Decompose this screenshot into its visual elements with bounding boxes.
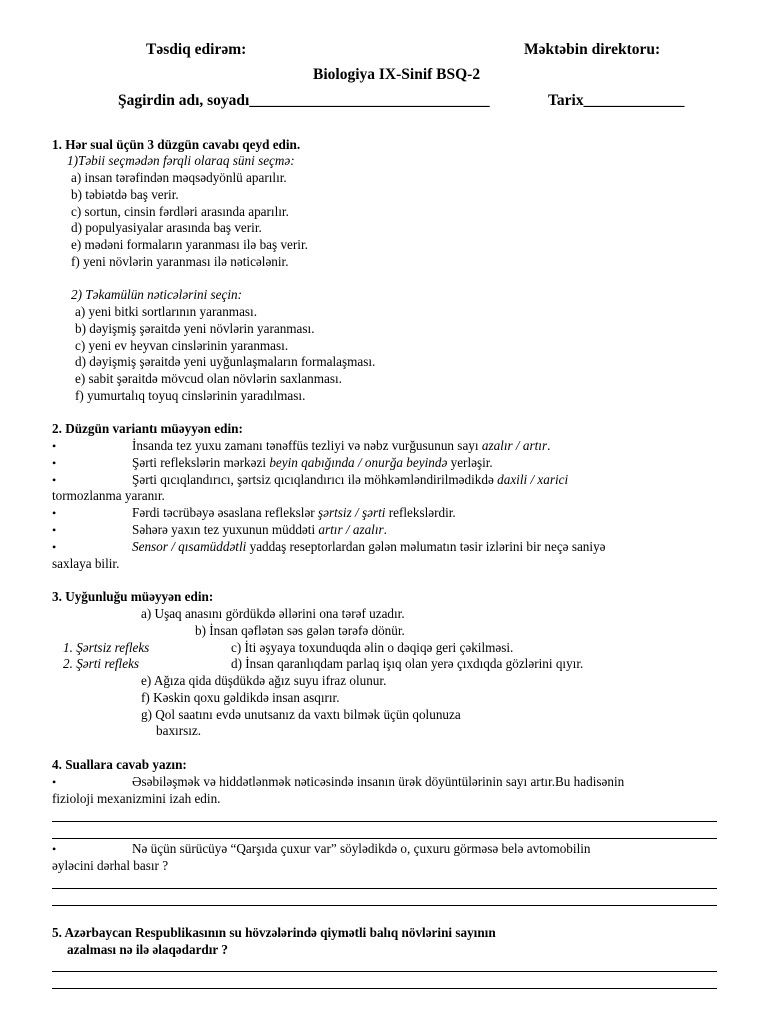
bullet-icon: • bbox=[52, 456, 57, 470]
answer-line[interactable] bbox=[52, 821, 717, 822]
answer-line[interactable] bbox=[52, 971, 717, 972]
q3-option-g-cont: baxırsız. bbox=[156, 723, 202, 738]
director-label: Məktəbin direktoru: bbox=[524, 41, 661, 58]
q1-p2-option-f: f) yumurtalıq toyuq cinslərinin yaradılması. bbox=[75, 388, 306, 403]
page-title: Biologiya IX-Sinif BSQ-2 bbox=[313, 66, 481, 83]
q3-option-b: b) İnsan qəflətən səs gələn tərəfə dönür. bbox=[195, 623, 405, 638]
q1-p2-option-e: e) sabit şəraitdə mövcud olan növlərin saxlanması. bbox=[75, 371, 342, 386]
q3-option-f: f) Kəskin qoxu gəldikdə insan asqırır. bbox=[141, 690, 340, 705]
q1-p1-option-d: d) populyasiyalar arasında baş verir. bbox=[71, 220, 262, 235]
q2-item-3: Şərti qıcıqlandırıcı, şərtsiz qıcıqlandırıcı ilə möhkəmləndirilmədikdə daxili / xarici bbox=[132, 472, 569, 487]
q4-sub-2-cont: əyləcini dərhal basır ? bbox=[52, 858, 169, 873]
q4-sub-1-cont: fizioloji mexanizmini izah edin. bbox=[52, 791, 221, 806]
q5-title: 5. Azərbaycan Respublikasının su hövzələrində qiymətli balıq növlərini sayının bbox=[52, 925, 496, 940]
student-name-field[interactable]: Şagirdin adı, soyadı_______________________________ bbox=[118, 92, 490, 109]
answer-line[interactable] bbox=[52, 838, 717, 839]
q5-title-cont: azalması nə ilə əlaqədardır ? bbox=[67, 942, 228, 957]
q2-item-2-choice[interactable]: beyin qabığında / onurğa beyində bbox=[269, 455, 448, 470]
bullet-icon: • bbox=[52, 506, 57, 520]
q2-item-3-cont: tormozlanma yaranır. bbox=[52, 488, 165, 503]
q3-left-1: 1. Şərtsiz refleks bbox=[63, 640, 150, 655]
bullet-icon: • bbox=[52, 473, 57, 487]
q4-sub-2: Nə üçün sürücüyə “Qarşıda çuxur var” söylədikdə o, çuxuru görməsə belə avtomobilin bbox=[132, 841, 591, 856]
q1-p1-option-c: c) sortun, cinsin fərdləri arasında aparılır. bbox=[71, 204, 289, 219]
q2-item-5-choice[interactable]: artır / azalır bbox=[318, 522, 384, 537]
q1-p1-question: 1)Təbii seçmədən fərqli olaraq süni seçmə: bbox=[67, 153, 295, 168]
q2-item-4-choice[interactable]: şərtsiz / şərti bbox=[318, 505, 386, 520]
answer-line[interactable] bbox=[52, 888, 717, 889]
q2-item-6-cont: saxlaya bilir. bbox=[52, 556, 120, 571]
bullet-icon: • bbox=[52, 842, 57, 856]
q3-option-d: d) İnsan qaranlıqdam parlaq işıq olan yerə çıxdıqda gözlərini qıyır. bbox=[231, 656, 584, 671]
bullet-icon: • bbox=[52, 523, 57, 537]
bullet-icon: • bbox=[52, 540, 57, 554]
bullet-icon: • bbox=[52, 775, 57, 789]
q1-p1-option-b: b) təbiətdə baş verir. bbox=[71, 187, 179, 202]
q3-option-a: a) Uşaq anasını gördükdə əllərini ona tərəf uzadır. bbox=[141, 606, 405, 621]
bullet-icon: • bbox=[52, 439, 57, 453]
q4-sub-1: Əsəbiləşmək və hiddətlənmək nəticəsində insanın ürək döyüntülərinin sayı artır.Bu hadisənin bbox=[132, 774, 625, 789]
answer-line[interactable] bbox=[52, 905, 717, 906]
q1-title: 1. Hər sual üçün 3 düzgün cavabı qeyd edin. bbox=[52, 137, 301, 152]
q1-p2-option-d: d) dəyişmiş şəraitdə yeni uyğunlaşmaların formalaşması. bbox=[75, 354, 376, 369]
q2-item-2: Şərti reflekslərin mərkəzi beyin qabığında / onurğa beyində yerləşir. bbox=[132, 455, 493, 470]
q2-item-4: Fərdi təcrübəyə əsaslana reflekslər şərtsiz / şərti reflekslərdir. bbox=[132, 505, 456, 520]
q1-p1-option-e: e) mədəni formaların yaranması ilə baş verir. bbox=[71, 237, 308, 252]
q3-title: 3. Uyğunluğu müəyyən edin: bbox=[52, 589, 214, 604]
q2-item-5: Səhərə yaxın tez yuxunun müddəti artır / azalır. bbox=[132, 522, 387, 537]
q2-title: 2. Düzgün variantı müəyyən edin: bbox=[52, 421, 243, 436]
q3-left-2: 2. Şərti refleks bbox=[63, 656, 140, 671]
q2-item-6: Sensor / qısamüddətli yaddaş reseptorlardan gələn məlumatın təsir izlərini bir neçə saniyə bbox=[132, 539, 606, 554]
q3-option-g: g) Qol saatını evdə unutsanız da vaxtı bilmək üçün qolunuza bbox=[141, 707, 461, 722]
q1-p2-option-c: c) yeni ev heyvan cinslərinin yaranması. bbox=[75, 338, 289, 353]
answer-line[interactable] bbox=[52, 988, 717, 989]
q1-p2-question: 2) Təkamülün nəticələrini seçin: bbox=[71, 287, 243, 302]
q4-title: 4. Suallara cavab yazın: bbox=[52, 757, 187, 772]
q2-item-1-choice[interactable]: azalır / artır bbox=[481, 438, 548, 453]
q3-option-e: e) Ağıza qida düşdükdə ağız suyu ifraz olunur. bbox=[141, 673, 387, 688]
q1-p1-option-a: a) insan tərəfindən məqsədyönlü aparılır. bbox=[71, 170, 287, 185]
q3-option-c: c) İti əşyaya toxunduqda əlin o dəqiqə geri çəkilməsi. bbox=[231, 640, 514, 655]
q1-p2-option-b: b) dəyişmiş şəraitdə yeni növlərin yaranması. bbox=[75, 321, 315, 336]
q2-item-1: İnsanda tez yuxu zamanı tənəffüs tezliyi və nəbz vurğusunun sayı azalır / artır. bbox=[132, 438, 551, 453]
q1-p1-option-f: f) yeni növlərin yaranması ilə nəticələnir. bbox=[71, 254, 289, 269]
q2-item-3-choice[interactable]: daxili / xarici bbox=[497, 472, 569, 487]
approve-label: Təsdiq edirəm: bbox=[146, 41, 247, 58]
q2-item-6-choice[interactable]: Sensor / qısamüddətli bbox=[132, 539, 247, 554]
date-field[interactable]: Tarix_____________ bbox=[548, 92, 685, 109]
q1-p2-option-a: a) yeni bitki sortlarının yaranması. bbox=[75, 304, 258, 319]
